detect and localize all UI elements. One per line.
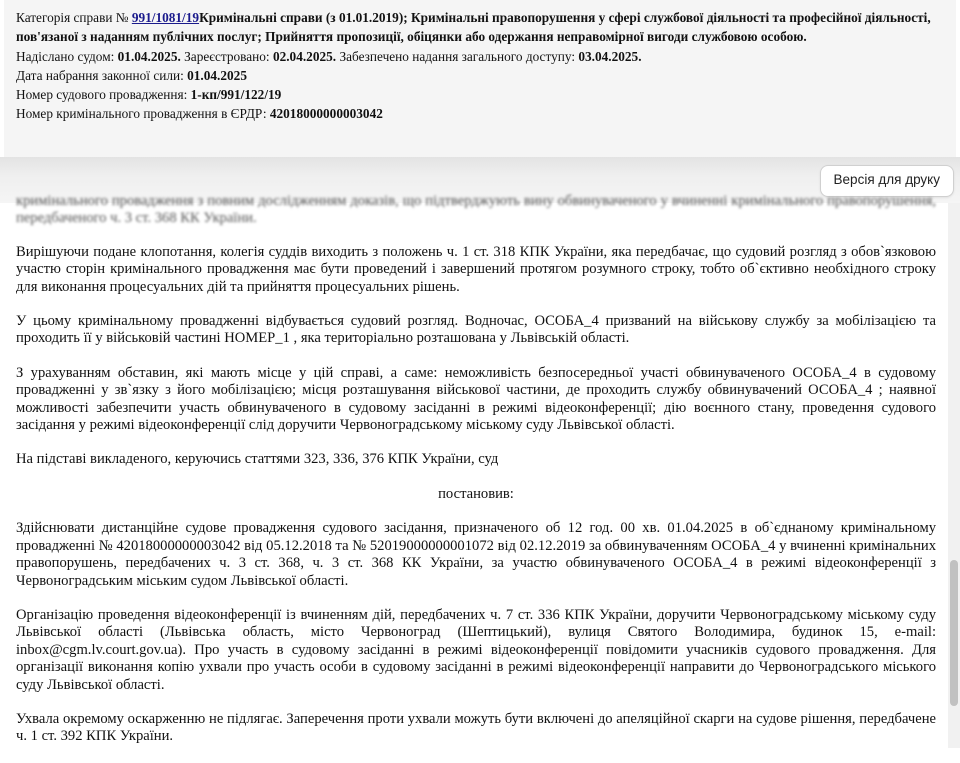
court-case-line: [16, 85, 944, 104]
document-viewport[interactable]: [0, 193, 948, 748]
erdr-line: [16, 104, 944, 123]
sent-date: 01.04.2025.: [117, 48, 181, 64]
case-category-line: [16, 8, 944, 47]
paragraph-basis: На підставі викладеного, керуючись статтями 323, 336, 376 КПК України, суд: [16, 451, 499, 468]
ruling-heading: постановив:: [438, 485, 514, 502]
print-version-button[interactable]: Версія для друку: [820, 165, 954, 197]
paragraph-circumstances: З урахуванням обставин, які мають місце у цій справі, а саме: неможливість безпосередньої участі обвинуваченого ОСОБА_4 в судовому провадженні у зв`язку з його мобілізацією; місця розташування військової частини, де проходить службу обвинувачений ОСОБА_4 ; наявної можливості забезпечити участь обвинуваченого в судовому засіданні в режимі відеоконференції; дію воєнного стану, проведення судового засідання у режимі відеоконференції слід доручити Червоноградському міському суду Львівської області.: [16, 364, 936, 434]
paragraph-mobilization: У цьому кримінальному провадженні відбувається судовий розгляд. Водночас, ОСОБА_4 призваний на військову службу за мобілізацією та проходить її у військовій частині НОМЕР_1 , яка територіально розташована у Львівській області.: [16, 313, 936, 347]
access-label: Забезпечено надання загального доступу:: [339, 48, 576, 64]
partial-paragraph: кримінального провадження з повним дослідженням доказів, що підтверджують вину обвинуваченого у вчиненні кримінального правопорушення, передбаченого ч. 3 ст. 368 КК України.: [16, 193, 936, 227]
paragraph-organization: Організацію проведення відеоконференції із вчиненням дій, передбачених ч. 7 ст. 336 КПК України, доручити Червоноградському міському суду Львівської області (Львівська область, місто Червоноград (Шептицький), вулиця Святого Володимира, будинок 15, e-mail: inbox@cgm.lv.court.gov.ua). Про участь в судовому засіданні в режимі відеоконференції повідомити учасників судового провадження. Для організації виконання копію ухвали про участь особи в судовому засіданні в режимі відеоконференції направити до Червоноградського міського суду Львівської області.: [16, 606, 936, 693]
dates-line: [16, 47, 944, 66]
paragraph-ruling: Здійснювати дистанційне судове провадження судового засідання, призначеного об 12 год. 00 хв. 01.04.2025 в об`єднаному кримінальному провадженні № 42018000000003042 від 05.12.2018 та № 52019000000001072 від 02.12.2019 за обвинуваченням ОСОБА_4 у вчиненні кримінальних правопорушень, передбачених ч. 3 ст. 368, ч. 3 ст. 368 КК України, за участю обвинуваченого ОСОБА_4 в режимі відеоконференції з Червоноградським міським судом Львівської області.: [16, 520, 936, 589]
registered-label: Зареєстровано:: [184, 48, 270, 64]
category-label: Категорія справи №: [16, 10, 129, 25]
erdr-label: Номер кримінального провадження в ЄРДР:: [16, 106, 267, 122]
case-metadata-panel: [4, 0, 956, 157]
erdr-number: 42018000000003042: [269, 106, 383, 122]
case-number-link[interactable]: 991/1081/19: [131, 10, 200, 25]
court-case-label: Номер судового провадження:: [16, 87, 188, 103]
legal-force-date: 01.04.2025: [187, 67, 247, 83]
legal-force-label: Дата набрання законної сили:: [16, 67, 184, 83]
registered-date: 02.04.2025.: [272, 48, 337, 64]
paragraph-reasoning: Вирішуючи подане клопотання, колегія суддів виходить з положень ч. 1 ст. 318 КПК України, яка передбачає, що судовий розгляд з обов`язковою участю сторін кримінального провадження має бути проведений і завершений протягом розумного строку, тобто об`єктивно необхідного строку для виконання процесуальних дій та прийняття процесуальних рішень.: [16, 243, 936, 295]
category-text: Кримінальні справи (з 01.01.2019); Кримінальні правопорушення у сфері службової діяльності та професійної діяльності, пов'язаної з наданням публічних послуг; Прийняття пропозиції, обіцянки або одержання неправомірної вигоди службовою особою.: [16, 10, 931, 45]
document-text: [16, 193, 936, 763]
access-date: 03.04.2025.: [578, 48, 642, 64]
paragraph-appeal: Ухвала окремому оскарженню не підлягає. Заперечення проти ухвали можуть бути включені до апеляційної скарги на судове рішення, передбачене ч. 1 ст. 392 КПК України.: [16, 710, 936, 745]
court-case-number: 1-кп/991/122/19: [190, 87, 282, 103]
scrollbar-thumb[interactable]: [950, 560, 958, 706]
sent-label: Надіслано судом:: [16, 48, 115, 64]
vertical-scrollbar[interactable]: [948, 203, 960, 748]
legal-force-line: [16, 66, 944, 85]
